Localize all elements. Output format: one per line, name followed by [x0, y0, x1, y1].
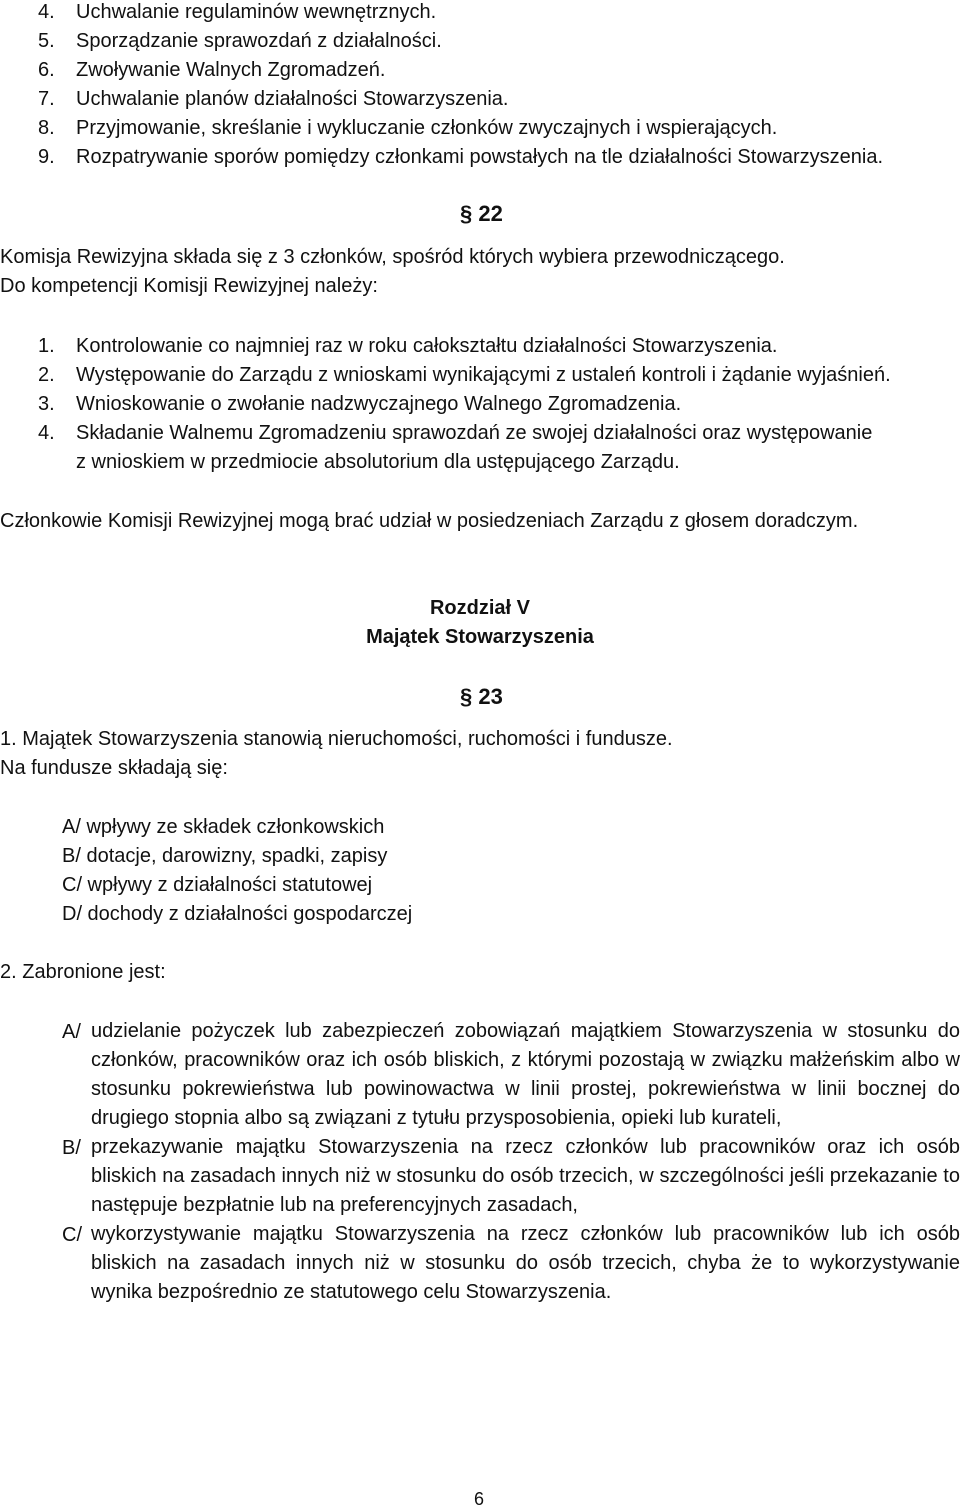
funds-intro: Na fundusze składają się:	[0, 757, 228, 779]
list-item-number: 5.	[38, 30, 55, 52]
list-item-text: Przyjmowanie, skreślanie i wykluczanie członków zwyczajnych i wspierających.	[76, 117, 778, 139]
list-item-text: Zwoływanie Walnych Zgromadzeń.	[76, 59, 386, 81]
list-item-text: Rozpatrywanie sporów pomiędzy członkami powstałych na tle działalności Stowarzyszenia.	[76, 146, 884, 168]
list-item-text-continued: z wnioskiem w przedmiocie absolutorium dla ustępującego Zarządu.	[76, 451, 680, 473]
prohibited-label: B/	[62, 1137, 81, 1159]
list-item-number: 3.	[38, 393, 55, 415]
page-number: 6	[474, 1489, 485, 1509]
list-item-text: Występowanie do Zarządu z wnioskami wynikającymi z ustaleń kontroli i żądanie wyjaśnień.	[76, 364, 891, 386]
prohibited-text: przekazywanie majątku Stowarzyszenia na rzecz członków lub pracowników oraz ich osób bliskich na zasadach innych niż w stosunku do osób trzecich, w szczególności jeśli przekazanie to następuje bezpłatnie lub na preferencyjnych zasadach,	[91, 1136, 960, 1216]
list-item-number: 1.	[38, 335, 55, 357]
section-mark-22: § 22	[460, 201, 503, 226]
list-item-text: Uchwalanie regulaminów wewnętrznych.	[76, 1, 437, 23]
section22-closing: Członkowie Komisji Rewizyjnej mogą brać udział w posiedzeniach Zarządu z głosem doradczym.	[0, 510, 859, 532]
chapter-subtitle: Majątek Stowarzyszenia	[366, 626, 594, 648]
list-item-text: Kontrolowanie co najmniej raz w roku całokształtu działalności Stowarzyszenia.	[76, 335, 778, 357]
list-item-number: 2.	[38, 364, 55, 386]
fund-item: A/ wpływy ze składek członkowskich	[62, 816, 385, 838]
list-item-number: 4.	[38, 1, 55, 23]
chapter-title: Rozdział V	[429, 597, 530, 619]
list-item-text: Wnioskowanie o zwołanie nadzwyczajnego Walnego Zgromadzenia.	[76, 393, 682, 415]
section22-competences-intro: Do kompetencji Komisji Rewizyjnej należy:	[0, 275, 378, 297]
list-item-number: 4.	[38, 422, 55, 444]
section23-point1: 1. Majątek Stowarzyszenia stanowią nieruchomości, ruchomości i fundusze.	[0, 728, 673, 750]
list-item-number: 8.	[38, 117, 55, 139]
prohibited-label: C/	[62, 1224, 82, 1246]
prohibited-label: A/	[62, 1021, 81, 1043]
prohibited-text: wykorzystywanie majątku Stowarzyszenia na rzecz członków lub pracowników lub ich osób bliskich na zasadach innych niż w stosunku do osób trzecich, chyba że to wykorzystywanie wynika bezpośrednio ze statutowego celu Stowarzyszenia.	[91, 1223, 960, 1303]
prohibited-text: udzielanie pożyczek lub zabezpieczeń zobowiązań majątkiem Stowarzyszenia w stosunku do członków, pracowników oraz ich osób bliskich, z którymi pozostają w związku małżeńskim albo w stosunku pokrewieństwa lub powinowactwa w linii prostej, pokrewieństwa w linii bocznej do drugiego stopnia albo są związani z tytułu przysposobienia, opieki lub kurateli,	[91, 1020, 960, 1129]
section-mark-23: § 23	[460, 684, 503, 709]
fund-item: B/ dotacje, darowizny, spadki, zapisy	[62, 845, 388, 867]
section22-intro: Komisja Rewizyjna składa się z 3 członków, spośród których wybiera przewodniczącego.	[0, 246, 785, 268]
list-item-number: 6.	[38, 59, 55, 81]
list-item-text: Składanie Walnemu Zgromadzeniu sprawozdań ze swojej działalności oraz występowanie	[76, 422, 873, 444]
fund-item: C/ wpływy z działalności statutowej	[62, 874, 373, 896]
list-item-number: 9.	[38, 146, 55, 168]
list-item-number: 7.	[38, 88, 55, 110]
section23-point2: 2. Zabronione jest:	[0, 961, 166, 983]
list-item-text: Sporządzanie sprawozdań z działalności.	[76, 30, 442, 52]
fund-item: D/ dochody z działalności gospodarczej	[62, 903, 413, 925]
list-item-text: Uchwalanie planów działalności Stowarzyszenia.	[76, 88, 509, 110]
